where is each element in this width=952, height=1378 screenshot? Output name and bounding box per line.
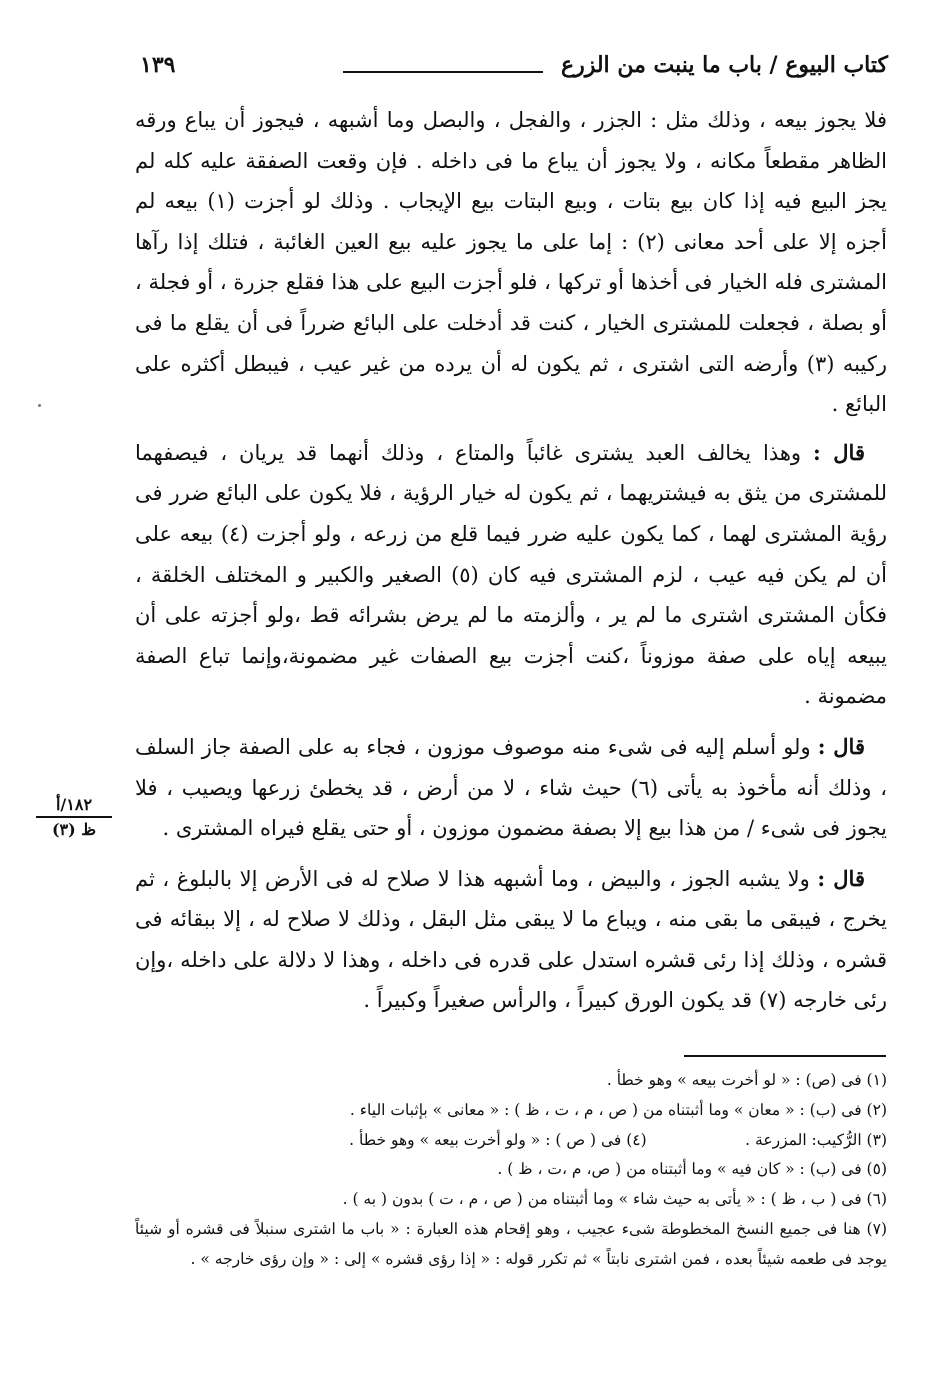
header-rule [343, 71, 543, 73]
footnote-3-4: (٣) الرُّكيب: المزرعة . (٤) فى ( ص ) : « ولو أخرت بيعه » وهو خطأ . [349, 1130, 887, 1149]
paragraph-1 [135, 100, 887, 425]
paragraph-2-text: وهذا يخالف العبد يشترى غائباً والمتاع ، وذلك أنهما قد يريان ، فيصفهما للمشترى من يثق به فيشتريهما ، ثم يكون له خيار الرؤية ، فلا يكون على البائع ضرر فى رؤية المشترى لهما ، كما يكون عليه ضرر فيما قلع من زرعه ، ولو أجزت (٤) بيعه على أن لم يكن فيه عيب ، لزم المشترى فيه كان (٥) الصغير والكبير و المختلف الخلقة ، فكأن المشترى اشترى ما لم ير ، وألزمته ما لم يرض بشرائه قط ،ولو أجزته على أن يبيعه إياه على صفة موزوناً ،كنت أجزت بيع الصفات غير مضمونة،وإنما تباع الصفة مضمونة . [135, 440, 888, 709]
manuscript-siglum: ظ (٣) [51, 820, 97, 839]
footnote-5: (٥) فى (ب) : « كان فيه » وما أثبتناه من ( ص، م ،ت ، ظ ) . [497, 1160, 887, 1179]
paragraph-4-text: ولا يشبه الجوز ، والبيض ، وما أشبهه هذا لا صلاح له فى الأرض إلا بالبلوغ ، ثم يخرج ، فيبقى ما بقى منه ، ويباع ما لا يبقى مثل البقل ، وذلك لا صلاح له ، إلا ببقائه فى قشره ، وذلك إذا رئى قشره استدل على قدره فى داخله ، وهذا لا دلالة على داخله ،وإن رئى خارجه (٧) قد يكون الورق كبيراً ، والرأس صغيراً وكبيراً . [135, 866, 887, 1013]
footnote-7: (٧) هنا فى جميع النسخ المخطوطة شىء عجيب ، وهو إقحام هذه العبارة : « باب ما اشترى سنبلاً فى قشره أو شيئاً يوجد فى طعمه شيئاً بعده ، فمن اشترى نابتاً » ثم تكرر قوله : « إذا رؤى قشره » إلى : « وإن رؤى خارجه » . [135, 1219, 887, 1268]
footnotes [135, 1066, 887, 1275]
manuscript-folio-note [36, 795, 112, 839]
paragraph-3-text: ولو أسلم إليه فى شىء منه موصوف موزون ، فجاء به على الصفة جاز السلف ، وذلك أنه مأخوذ به يأتى (٦) حيث شاء ، لا من أرض ، قد يخطئ زرعها ويصيب ، فلا يجوز فى شىء / من هذا بيع إلا بصفة مضمون موزون ، أو حتى يقلع فيراه المشترى . [135, 734, 887, 841]
paragraph-3-label: قال : [817, 733, 865, 759]
footnote-6: (٦) فى ( ب ، ظ ) : « يأتى به حيث شاء » وما أثبتناه من ( ص ، م ، ت ) بدون ( به ) . [342, 1190, 887, 1209]
paragraph-1-text: فلا يجوز بيعه ، وذلك مثل : الجزر ، والفجل ، والبصل وما أشبهه ، فيجوز أن يباع ورقه الظاهر مقطعاً مكانه ، ولا يجوز أن يباع ما فى داخله . فإن وقعت الصفقة عليه كله لم يجز البيع فيه إذا كان بيع بتات ، وبيع البتات بيع الإيجاب . وذلك لو أجزت (١) بيعه لم أجزه إلا على أحد معانى (٢) : إما على ما يجوز عليه بيع العين الغائبة ، فتلك إذا رآها المشترى فله الخيار فى أخذها أو تركها ، فلو أجزت البيع على هذا فقلع جزرة ، أو فجلة ، أو بصلة ، فجعلت للمشترى الخيار ، كنت قد أدخلت على البائع ضرراً فى أن يقلع ما فى ركيبه (٣) وأرضه التى اشترى ، ثم يكون له أن يرده من غير عيب ، فيبطل أكثره على البائع . [135, 108, 887, 417]
paragraph-4 [135, 859, 887, 1021]
paragraph-2-label: قال : [812, 439, 865, 465]
paragraph-4-label: قال : [817, 865, 865, 891]
paragraph-2 [135, 433, 887, 717]
margin-speck [38, 404, 41, 407]
folio-reference: ١٨٢/أ [36, 795, 112, 818]
page-number: ١٣٩ [140, 52, 176, 78]
footnote-1: (١) فى (ص) : « لو أخرت بيعه » وهو خطأ . [606, 1071, 887, 1089]
footnote-2: (٢) فى (ب) : « معان » وما أثبتناه من ( ص ، م ، ت ، ظ ) : « معانى » بإثبات الياء . [349, 1100, 887, 1119]
main-text [135, 100, 887, 1021]
footnote-separator [684, 1055, 886, 1057]
running-header-title: كتاب البيوع / باب ما ينبت من الزرع [560, 52, 888, 78]
paragraph-3 [135, 727, 887, 849]
running-header [140, 52, 888, 92]
